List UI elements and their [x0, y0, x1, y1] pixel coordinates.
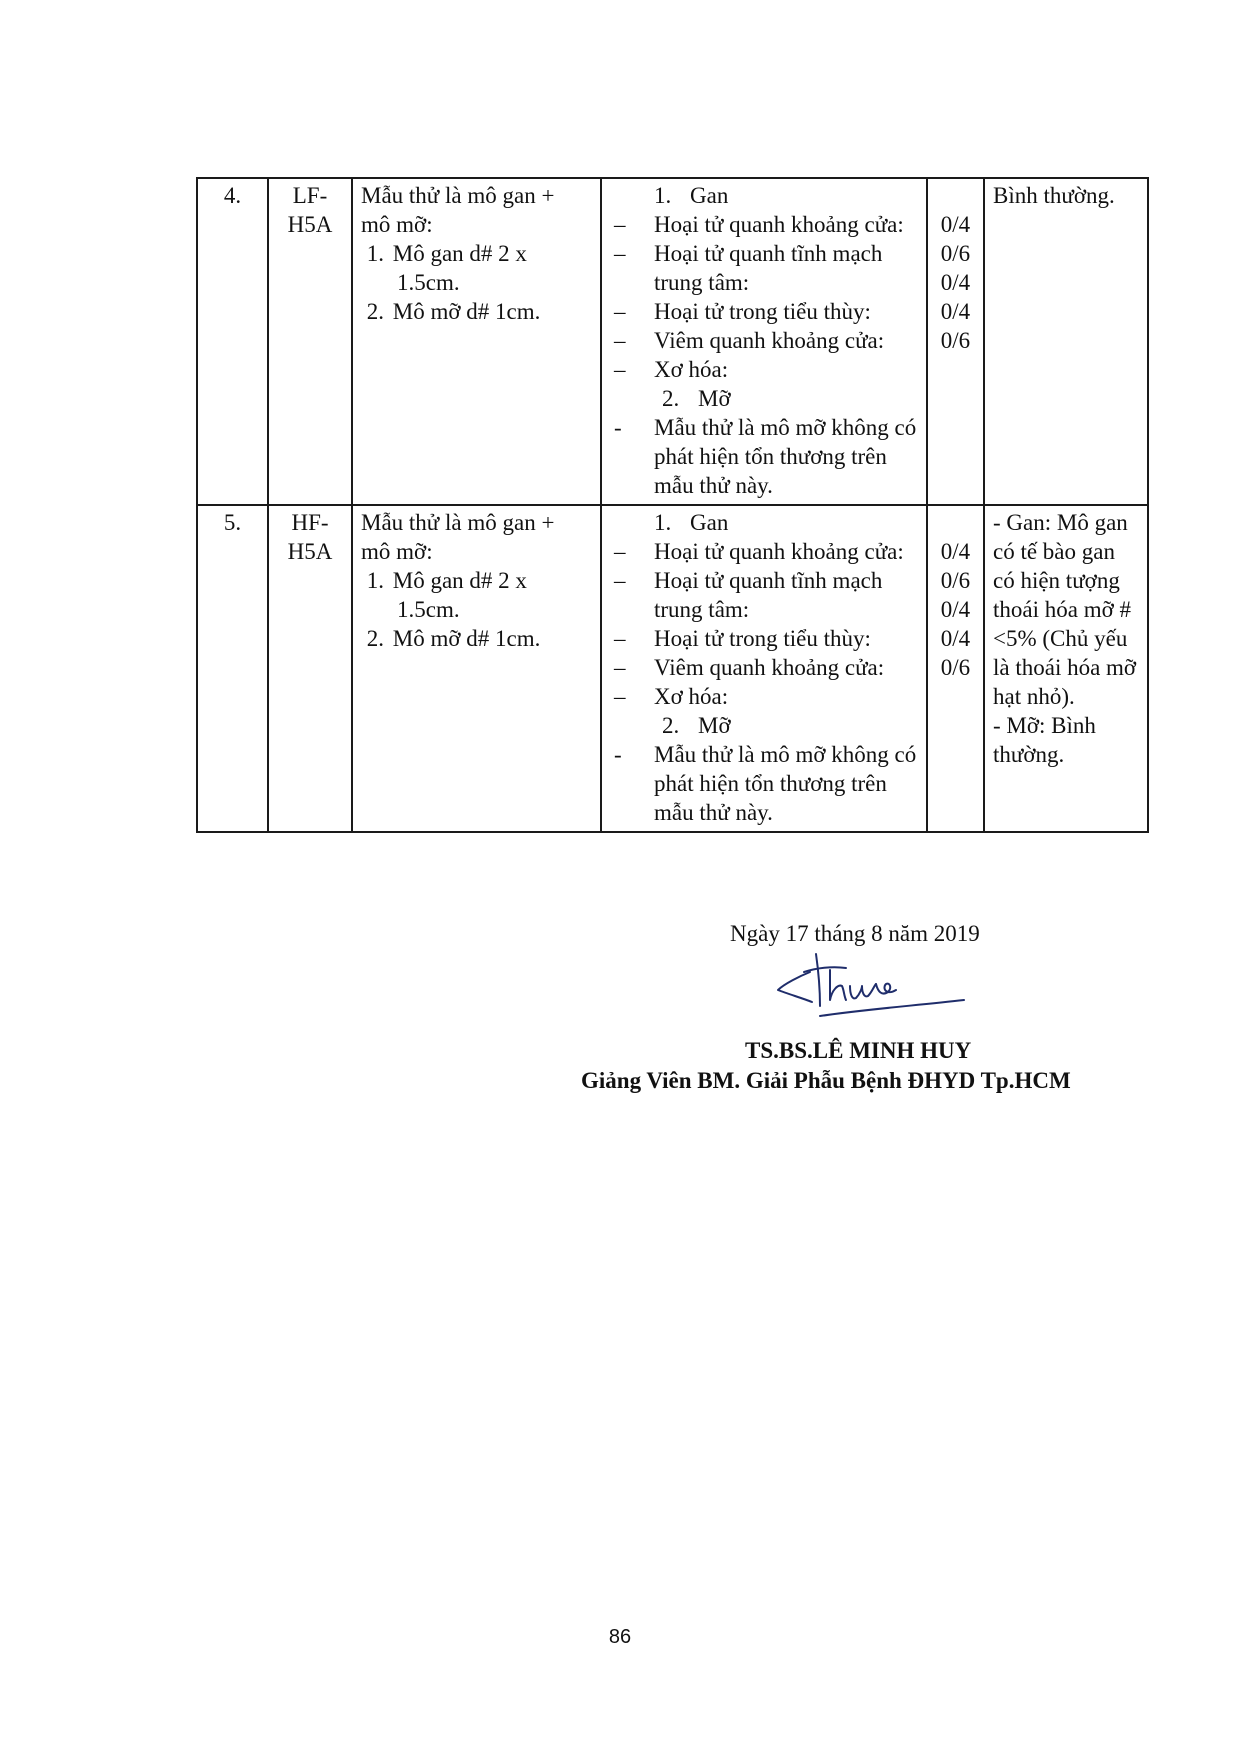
sample-item-text: Mô gan d# 2 x [392, 241, 527, 266]
signer-name: TS.BS.LÊ MINH HUY [745, 1038, 972, 1063]
score-value: 0/6 [940, 655, 971, 680]
finding-text: Hoại tử trong tiểu thùy: [654, 626, 871, 651]
finding-text: Hoại tử quanh khoảng cửa: [654, 539, 904, 564]
sample-intro: Mẫu thử là mô gan + [361, 183, 555, 208]
sample-code-line: LF- [292, 183, 328, 208]
dash-bullet: – [614, 212, 626, 237]
finding-item [610, 297, 918, 326]
dash-bullet: – [614, 357, 626, 382]
sample-item-continuation [361, 595, 592, 624]
finding-item [610, 239, 918, 297]
sample-item-number: 1. [366, 568, 384, 593]
dash-bullet: – [614, 328, 626, 353]
organ-heading [610, 181, 918, 210]
score-list [936, 181, 975, 355]
finding-item [610, 537, 918, 566]
finding-text: Viêm quanh khoảng cửa: [654, 328, 885, 353]
sample-item-text: 1.5cm. [397, 597, 460, 622]
conclusion-text: - Mỡ: Bình thường. [993, 713, 1096, 767]
dash-bullet: – [614, 684, 626, 709]
finding-text: Xơ hóa: [654, 684, 729, 709]
conclusion-cell [984, 178, 1148, 505]
sample-item-number: 2. [366, 626, 384, 651]
sample-intro: mô mỡ: [361, 539, 433, 564]
sample-code-cell [268, 505, 352, 832]
organ-number: 1. [654, 183, 672, 208]
findings-cell [601, 505, 927, 832]
sample-item [361, 566, 592, 595]
table-row [197, 178, 1148, 505]
finding-item [610, 413, 918, 500]
finding-text: Mẫu thử là mô mỡ không có phát hiện tổn thương trên mẫu thử này. [654, 742, 917, 825]
organ-name: Gan [690, 183, 729, 208]
finding-text: Viêm quanh khoảng cửa: [654, 655, 885, 680]
dash-bullet: – [614, 299, 626, 324]
sample-item-text: 1.5cm. [397, 270, 460, 295]
finding-item [610, 355, 918, 384]
conclusion-text: Bình thường. [993, 183, 1115, 208]
score-cell [927, 505, 984, 832]
sample-item [361, 624, 592, 653]
sample-description-cell [352, 505, 601, 832]
score-value: 0/4 [940, 212, 971, 237]
finding-text: Xơ hóa: [654, 357, 729, 382]
sample-item-text: Mô gan d# 2 x [392, 568, 527, 593]
score-value: 0/6 [940, 241, 971, 266]
pathology-results-table [196, 177, 1149, 833]
score-value: 0/4 [940, 597, 971, 622]
organ-heading [610, 384, 918, 413]
sample-code-line: H5A [287, 539, 333, 564]
organ-name: Gan [690, 510, 729, 535]
conclusion-cell [984, 505, 1148, 832]
sample-description-cell [352, 178, 601, 505]
dash-bullet: – [614, 655, 626, 680]
score-value: 0/4 [940, 539, 971, 564]
row-number: 5. [197, 505, 268, 832]
organ-heading [610, 711, 918, 740]
score-value: 0/6 [940, 328, 971, 353]
organ-name: Mỡ [698, 713, 731, 738]
finding-item [610, 682, 918, 711]
hyphen-bullet: - [614, 415, 622, 440]
sample-item-text: Mô mỡ d# 1cm. [392, 626, 541, 651]
score-cell [927, 178, 984, 505]
score-value: 0/6 [940, 568, 971, 593]
dash-bullet: – [614, 241, 626, 266]
sample-intro: mô mỡ: [361, 212, 433, 237]
organ-number: 2. [662, 713, 680, 738]
finding-item [610, 624, 918, 653]
finding-text: Hoại tử quanh tĩnh mạch trung tâm: [654, 568, 883, 622]
table-row [197, 505, 1148, 832]
score-list [936, 508, 975, 682]
finding-item [610, 326, 918, 355]
finding-item [610, 653, 918, 682]
sample-item-number: 2. [366, 299, 384, 324]
finding-text: Hoại tử quanh tĩnh mạch trung tâm: [654, 241, 883, 295]
sample-intro: Mẫu thử là mô gan + [361, 510, 555, 535]
sample-item-text: Mô mỡ d# 1cm. [392, 299, 541, 324]
sample-item-continuation [361, 268, 592, 297]
hyphen-bullet: - [614, 742, 622, 767]
finding-text: Hoại tử quanh khoảng cửa: [654, 212, 904, 237]
organ-name: Mỡ [698, 386, 731, 411]
score-value: 0/4 [940, 626, 971, 651]
finding-item [610, 740, 918, 827]
finding-text: Hoại tử trong tiểu thùy: [654, 299, 871, 324]
finding-item [610, 566, 918, 624]
findings-cell [601, 178, 927, 505]
conclusion-text: - Gan: Mô gan có tế bào gan có hiện tượng thoái hóa mỡ # <5% (Chủ yếu là thoái hóa mỡ hạt nhỏ). [993, 510, 1137, 709]
sample-item [361, 239, 592, 268]
signing-date: Ngày 17 tháng 8 năm 2019 [730, 921, 980, 946]
dash-bullet: – [614, 568, 626, 593]
sample-code-line: H5A [287, 212, 333, 237]
score-value: 0/4 [940, 299, 971, 324]
sample-code-line: HF- [291, 510, 329, 535]
row-number: 4. [197, 178, 268, 505]
sample-item [361, 297, 592, 326]
page-number: 86 [608, 1626, 632, 1648]
dash-bullet: – [614, 539, 626, 564]
sample-item-number: 1. [366, 241, 384, 266]
signature-image [770, 950, 970, 1030]
organ-heading [610, 508, 918, 537]
score-value: 0/4 [940, 270, 971, 295]
organ-number: 2. [662, 386, 680, 411]
dash-bullet: – [614, 626, 626, 651]
sample-code-cell [268, 178, 352, 505]
organ-number: 1. [654, 510, 672, 535]
signer-title: Giảng Viên BM. Giải Phẫu Bệnh ĐHYD Tp.HCM [581, 1068, 1071, 1093]
finding-item [610, 210, 918, 239]
finding-text: Mẫu thử là mô mỡ không có phát hiện tổn thương trên mẫu thử này. [654, 415, 917, 498]
